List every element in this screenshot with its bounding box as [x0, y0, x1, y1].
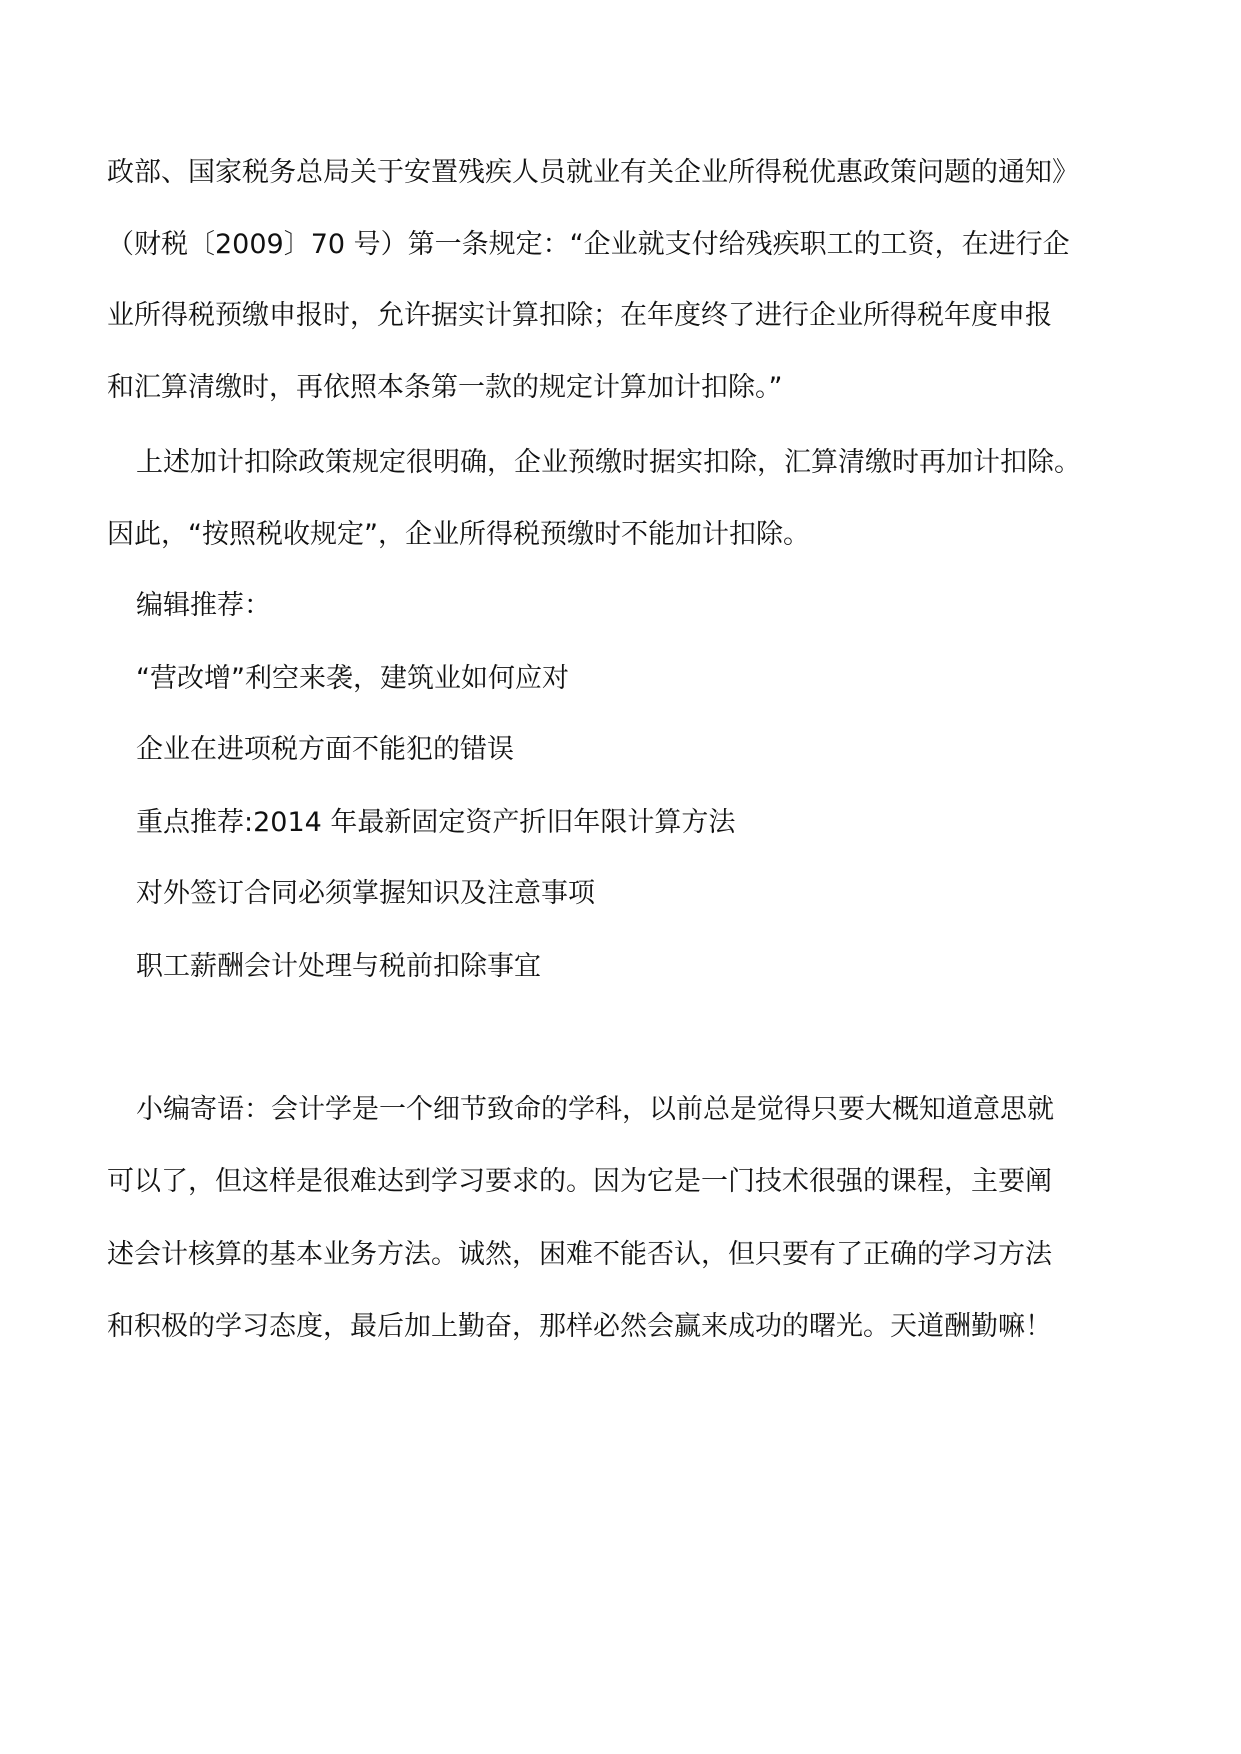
closing-line-1: 小编寄语：会计学是一个细节致命的学科，以前总是觉得只要大概知道意思就 [136, 1094, 1054, 1125]
recommend-item: “营改增”利空来袭，建筑业如何应对 [136, 663, 569, 694]
recommend-item: 重点推荐:2014 年最新固定资产折旧年限计算方法 [136, 807, 736, 838]
closing-line-4: 和积极的学习态度，最后加上勤奋，那样必然会赢来成功的曙光。天道酬勤嘛！ [107, 1311, 1052, 1342]
closing-line-2: 可以了，但这样是很难达到学习要求的。因为它是一门技术很强的课程，主要阐 [107, 1166, 1052, 1197]
paragraph-1-line-4: 和汇算清缴时，再依照本条第一款的规定计算加计扣除。” [107, 372, 783, 403]
recommend-item: 对外签订合同必须掌握知识及注意事项 [136, 878, 595, 909]
recommend-heading: 编辑推荐： [136, 590, 271, 621]
paragraph-1-line-3: 业所得税预缴申报时，允许据实计算扣除；在年度终了进行企业所得税年度申报 [107, 300, 1052, 331]
paragraph-2-line-1: 上述加计扣除政策规定很明确，企业预缴时据实扣除，汇算清缴时再加计扣除。 [136, 447, 1081, 478]
recommend-item: 职工薪酬会计处理与税前扣除事宜 [136, 951, 541, 982]
closing-line-3: 述会计核算的基本业务方法。诚然，困难不能否认，但只要有了正确的学习方法 [107, 1239, 1052, 1270]
paragraph-1-line-2: （财税〔2009〕70 号）第一条规定：“企业就支付给残疾职工的工资，在进行企 [107, 229, 1070, 260]
paragraph-2-line-2: 因此，“按照税收规定”，企业所得税预缴时不能加计扣除。 [107, 519, 810, 550]
paragraph-1-line-1: 政部、国家税务总局关于安置残疾人员就业有关企业所得税优惠政策问题的通知》 [107, 157, 1079, 188]
recommend-item: 企业在进项税方面不能犯的错误 [136, 734, 514, 765]
